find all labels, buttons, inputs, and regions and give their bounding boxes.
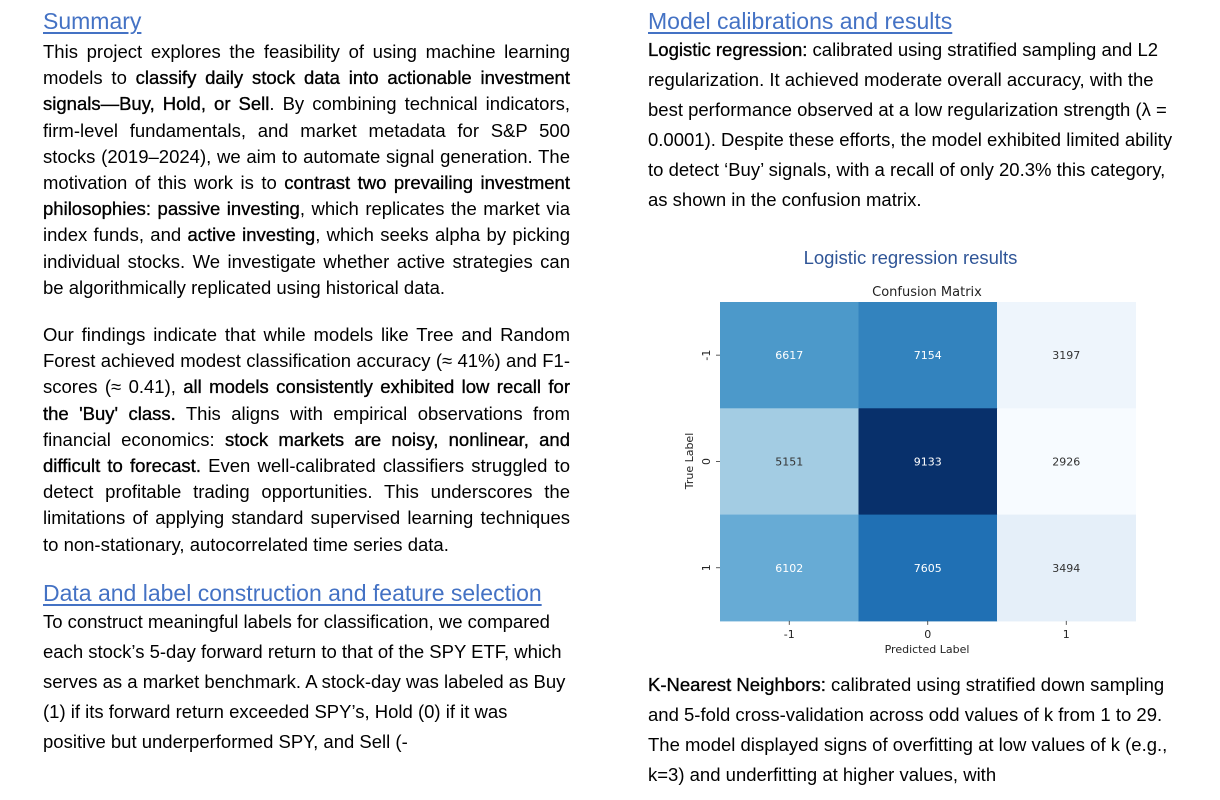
text-run: calibrated using stratified sampling and L2 regularization. It achieved moderate overall accuracy, with the best performance observed at a low regularization strength (λ = 0.0001). Despite these efforts, the model exhibited limited ability to detect ‘Buy’ signals, with a recall of only 20.3% this category, as shown in the confusion matrix. [648, 39, 1173, 210]
data-section-paragraph-1 [43, 607, 570, 757]
figure-title: Logistic regression results [803, 247, 1018, 268]
right-column-lower [648, 670, 1178, 790]
x-tick-label-2: 1 [1062, 627, 1070, 641]
summary-heading: Summary [43, 8, 142, 34]
heatmap-value-2-2: 3494 [1052, 561, 1081, 575]
y-tick-label-1: 0 [700, 457, 713, 465]
y-ticks [700, 350, 720, 572]
bold-run: contrast two prevailing investment philosophies: passive investing [43, 172, 570, 220]
chart-title: Confusion Matrix [872, 285, 982, 300]
y-axis-label: True Label [683, 432, 696, 490]
summary-paragraph-1 [43, 39, 570, 301]
y-tick-label-2: 1 [700, 564, 713, 572]
text-run: , which seeks alpha by picking individual stocks. We investigate whether active strategies can be algorithmically replicated using historical data. [43, 224, 571, 298]
bold-run: active investing [187, 224, 316, 246]
text-run: , which replicates the market via index funds, and [43, 198, 571, 246]
x-tick-label-1: 0 [924, 627, 932, 641]
text-run: . By combining technical indicators, firm-level fundamentals, and market metadata for S&P 500 stocks (2019–2024), we aim to automate signal generation. The motivation of this work is to [43, 93, 570, 194]
text-run: This aligns with empirical observations from financial economics: [43, 402, 571, 450]
heatmap-value-1-2: 2926 [1052, 455, 1081, 469]
summary-paragraph-2 [43, 322, 570, 558]
heatmap-value-1-0: 5151 [775, 455, 804, 469]
heatmap-value-0-0: 6617 [775, 349, 804, 363]
text-run: calibrated using stratified down sampling and 5-fold cross-validation across odd values of k from 1 to 29. The model displayed signs of overfitting at low values of k (e.g., k=3) and underfitting at higher values, with [648, 674, 1168, 785]
data-section-heading: Data and label construction and feature selection [43, 579, 542, 606]
heatmap-value-0-2: 3197 [1052, 349, 1081, 363]
x-axis-label: Predicted Label [884, 643, 970, 656]
bold-run: K-Nearest Neighbors: [648, 674, 826, 695]
left-column [43, 0, 570, 757]
heatmap-value-2-0: 6102 [775, 561, 804, 575]
bold-run: all models consistently exhibited low recall for the 'Buy' class. [43, 376, 570, 424]
logistic-regression-paragraph [648, 35, 1178, 215]
heatmap-value-2-1: 7605 [913, 561, 942, 575]
right-column [648, 0, 1178, 215]
bold-run: classify daily stock data into actionable investment signals—Buy, Hold, or Sell [43, 67, 570, 115]
knn-paragraph [648, 670, 1178, 790]
heatmap-value-0-1: 7154 [913, 349, 942, 363]
confusion-matrix-chart [660, 280, 1180, 660]
results-heading: Model calibrations and results [648, 8, 953, 34]
y-tick-label-0: -1 [700, 349, 713, 361]
bold-run: Logistic regression: [648, 39, 808, 60]
x-ticks [784, 621, 1070, 641]
text-run: Even well-calibrated classifiers struggled to detect profitable trading opportunities. This underscores the limitations of applying standard supervised learning techniques to non-stationary, autocorrelated time series data. [43, 455, 570, 555]
bold-run: stock markets are noisy, nonlinear, and difficult to forecast. [43, 428, 570, 477]
text-run: To construct meaningful labels for classification, we compared each stock’s 5-day forward return to that of the SPY ETF, which serves as a market benchmark. A stock-day was labeled as Buy (1) if its forward return exceeded SPY’s, Hold (0) if it was positive but underperformed SPY, and Sell (- [43, 610, 566, 752]
x-tick-label-0: -1 [783, 627, 795, 641]
heatmap-value-1-1: 9133 [913, 455, 942, 469]
text-run: This project explores the feasibility of using machine learning models to [43, 41, 570, 89]
text-run: Our findings indicate that while models like Tree and Random Forest achieved modest classification accuracy (≈ 41%) and F1-scores (≈ 0.41), [43, 324, 570, 398]
